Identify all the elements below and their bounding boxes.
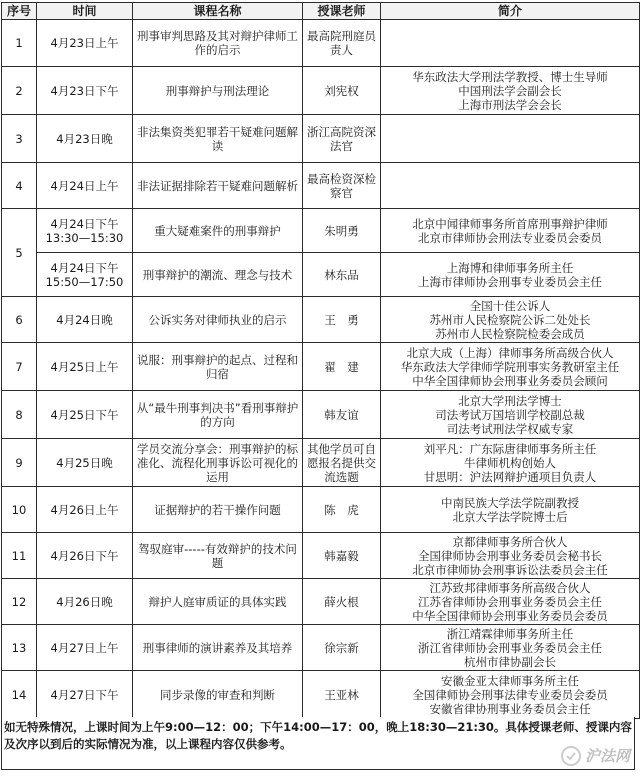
cell-no: 8 [2, 391, 37, 439]
intro-line: 全国律师协会刑事业务委员会秘书长 [418, 548, 602, 563]
cell-intro [381, 487, 640, 533]
cell-course [133, 533, 303, 579]
intro-line: 上海市律师协会刑事专业委员会主任 [418, 274, 602, 289]
intro-line: 全国律师协会刑事法律专业委员会委员 [412, 687, 608, 702]
time-line: 4月24日下午 [50, 260, 119, 275]
course-title: 重大疑难案件的刑事辩护 [154, 223, 281, 238]
cell-teacher [303, 487, 381, 533]
cell-teacher [303, 439, 381, 487]
cell-teacher [303, 209, 381, 253]
cell-course [133, 253, 303, 297]
cell-course [133, 67, 303, 115]
teacher-name: 翟 建 [324, 359, 359, 374]
table-row [2, 163, 640, 209]
cell-course [133, 20, 303, 67]
header-time: 时间 [37, 3, 133, 20]
cell-intro [381, 20, 640, 67]
table-row [2, 533, 640, 579]
time-line: 4月26日晚 [56, 594, 113, 609]
course-title: 刑事辩护与刑法理论 [165, 83, 270, 98]
table-body [2, 20, 640, 719]
course-title: 刑事审判思路及其对辩护律师工作的启示 [137, 29, 298, 57]
cell-intro [381, 625, 640, 671]
intro-line: 全国十佳公诉人 [469, 298, 551, 313]
intro-line: 牛律师机构创始人 [464, 455, 556, 470]
cell-teacher [303, 579, 381, 625]
table-row [2, 115, 640, 163]
intro-line: 甘思明：沪法网辩护通项目负责人 [423, 469, 597, 484]
cell-time [37, 115, 133, 163]
cell-no: 4 [2, 163, 37, 209]
table-row [2, 487, 640, 533]
cell-no: 1 [2, 20, 37, 67]
intro-line: 北京大学法学院博士后 [452, 509, 568, 524]
teacher-name: 刘宪权 [324, 83, 359, 98]
time-line: 4月26日上午 [50, 502, 119, 517]
intro-line: 司法考试万国培训学校副总裁 [435, 407, 585, 422]
teacher-name: 韩嘉毅 [324, 548, 359, 563]
cell-course [133, 297, 303, 343]
time-line: 4月25日晚 [56, 455, 113, 470]
time-line: 13:30—15:30 [45, 230, 124, 245]
cell-no: 7 [2, 343, 37, 391]
cell-intro [381, 253, 640, 297]
cell-teacher [303, 297, 381, 343]
cell-intro [381, 439, 640, 487]
cell-time [37, 391, 133, 439]
cell-time [37, 487, 133, 533]
table-row [2, 67, 640, 115]
intro-line: 杭州市律协副会长 [464, 654, 556, 669]
course-title: 说服：刑事辩护的起点、过程和归宿 [137, 352, 298, 381]
cell-time [37, 67, 133, 115]
time-line: 4月26日下午 [50, 548, 119, 563]
cell-teacher [303, 115, 381, 163]
cell-intro [381, 343, 640, 391]
intro-line: 中南民族大学法学院副教授 [441, 495, 579, 510]
teacher-name: 其他学员可自愿报名提供交流选题 [307, 441, 376, 484]
cell-teacher [303, 391, 381, 439]
intro-line: 江苏省律师协会刑事业务委员会主任 [418, 594, 602, 609]
intro-line: 浙江省律师协会刑事业务委员会主任 [418, 640, 602, 655]
cell-course [133, 439, 303, 487]
header-no: 序号 [2, 3, 37, 20]
cell-intro [381, 297, 640, 343]
cell-no: 9 [2, 439, 37, 487]
course-title: 证据辩护的若干操作问题 [154, 502, 281, 517]
time-line: 4月25日下午 [50, 407, 119, 422]
table-row [2, 209, 640, 253]
cell-no: 14 [2, 671, 37, 719]
cell-course [133, 579, 303, 625]
course-title: 驾驭庭审-----有效辩护的技术问题 [138, 541, 297, 570]
course-title: 刑事律师的演讲素养及其培养 [142, 640, 293, 655]
course-title: 公诉实务对律师执业的启示 [148, 312, 287, 327]
cell-time [37, 671, 133, 719]
cell-course [133, 163, 303, 209]
table-row [2, 253, 640, 297]
table-row [2, 439, 640, 487]
table-row [2, 625, 640, 671]
intro-line: 北京市律师协会刑事诉讼法委员会主任 [412, 562, 608, 577]
time-line: 15:50—17:50 [45, 274, 124, 289]
cell-time [37, 297, 133, 343]
cell-time [37, 439, 133, 487]
cell-time [37, 343, 133, 391]
table-row [2, 579, 640, 625]
cell-no: 6 [2, 297, 37, 343]
intro-line: 北京中闻律师事务所首席刑事辩护律师 [412, 216, 608, 231]
cell-time [37, 253, 133, 297]
cell-no: 5 [2, 209, 37, 297]
cell-teacher [303, 20, 381, 67]
course-title: 学员交流分享会：刑事辩护的标准化、流程化刑事诉讼可视化的运用 [137, 441, 298, 484]
cell-time [37, 533, 133, 579]
intro-line: 京都律师事务所合伙人 [452, 534, 568, 549]
cell-teacher [303, 253, 381, 297]
intro-line: 浙江靖霖律师事务所主任 [446, 626, 574, 641]
cell-intro [381, 391, 640, 439]
teacher-name: 薛火根 [324, 594, 359, 609]
course-title: 非法证据排除若干疑难问题解析 [137, 178, 298, 193]
intro-line: 北京大成（上海）律师事务所高级合伙人 [406, 345, 614, 360]
intro-line: 苏州市人民检察院检委会成员 [435, 326, 585, 341]
time-line: 4月27日下午 [50, 687, 119, 702]
course-schedule-table [1, 2, 640, 719]
cell-no: 10 [2, 487, 37, 533]
cell-teacher [303, 343, 381, 391]
cell-intro [381, 533, 640, 579]
cell-time [37, 163, 133, 209]
cell-course [133, 391, 303, 439]
watermark [561, 745, 630, 766]
table-row [2, 391, 640, 439]
intro-line: 安徽省律协刑事业务委员会主任 [429, 701, 591, 716]
time-line: 4月24日上午 [50, 178, 119, 193]
table-row [2, 671, 640, 719]
cell-time [37, 20, 133, 67]
cell-no: 11 [2, 533, 37, 579]
cell-course [133, 671, 303, 719]
cell-intro [381, 115, 640, 163]
cell-intro [381, 579, 640, 625]
teacher-name: 林东品 [324, 267, 359, 282]
teacher-name: 徐宗新 [324, 640, 359, 655]
course-title: 辩护人庭审质证的具体实践 [148, 594, 287, 609]
table-row [2, 20, 640, 67]
intro-line: 北京市律师协会刑法专业委员会委员 [418, 230, 602, 245]
teacher-name: 陈 虎 [324, 502, 359, 517]
course-title: 刑事辩护的潮流、理念与技术 [142, 267, 293, 282]
cell-course [133, 487, 303, 533]
header-teacher: 授课老师 [303, 3, 381, 20]
course-title: 同步录像的审查和判断 [160, 687, 275, 702]
intro-line: 上海市刑法学会会长 [458, 97, 562, 112]
teacher-name: 最高院刑庭员责人 [307, 29, 376, 57]
course-title: 非法集资类犯罪若干疑难问题解读 [137, 124, 298, 153]
watermark-text: 沪法网 [584, 747, 630, 765]
cell-no: 2 [2, 67, 37, 115]
watermark-logo-icon [561, 746, 581, 766]
time-line: 4月23日下午 [50, 83, 119, 98]
teacher-name: 朱明勇 [324, 223, 359, 238]
cell-course [133, 209, 303, 253]
teacher-name: 王亚林 [324, 687, 359, 702]
intro-line: 刘平凡：广东际唐律师事务所主任 [423, 441, 597, 456]
cell-intro [381, 671, 640, 719]
intro-line: 苏州市人民检察院公诉二处处长 [429, 312, 591, 327]
cell-teacher [303, 533, 381, 579]
cell-time [37, 625, 133, 671]
intro-line: 华东政法大学刑法学教授、博士生导师 [412, 69, 608, 84]
cell-intro [381, 209, 640, 253]
intro-line: 华东政法大学律师学院刑事实务教研室主任 [400, 359, 620, 374]
intro-line: 中华全国律师协会刑事业务委员会顾问 [412, 373, 608, 388]
time-line: 4月24日晚 [56, 312, 113, 327]
cell-intro [381, 67, 640, 115]
cell-no: 3 [2, 115, 37, 163]
header-course: 课程名称 [133, 3, 303, 20]
cell-no: 12 [2, 579, 37, 625]
cell-teacher [303, 163, 381, 209]
cell-no: 13 [2, 625, 37, 671]
intro-line: 江苏致邦律师事务所高级合伙人 [429, 580, 591, 595]
time-line: 4月27日上午 [50, 640, 119, 655]
intro-line: 司法考试刑法学权威专家 [446, 421, 574, 436]
time-line: 4月23日上午 [50, 36, 119, 50]
cell-teacher [303, 671, 381, 719]
teacher-name: 韩友谊 [324, 407, 359, 422]
time-line: 4月23日晚 [56, 131, 113, 146]
table-row [2, 297, 640, 343]
cell-teacher [303, 625, 381, 671]
cell-course [133, 343, 303, 391]
cell-time [37, 209, 133, 253]
intro-line: 中国刑法学会副会长 [458, 83, 562, 98]
intro-line: 上海博和律师事务所主任 [446, 260, 574, 275]
intro-line: 北京大学刑法学博士 [458, 393, 562, 408]
cell-intro [381, 163, 640, 209]
header-intro: 简介 [381, 3, 640, 20]
time-line: 4月24日下午 [50, 216, 119, 231]
intro-line: 中华全国律师协会刑事业务委员会委员 [412, 608, 608, 623]
schedule-note: 如无特殊情况，上课时间为上午9:00—12：00；下午14:00—17：00，晚上18:30—21:30。具体授课老师、授课内容及次序以到后的实际情况为准，以上课程内容仅供参考。 [1, 717, 635, 770]
teacher-name: 王 勇 [324, 312, 359, 327]
cell-course [133, 625, 303, 671]
table-row [2, 343, 640, 391]
table-header-row [2, 3, 640, 20]
intro-line: 安徽金亚太律师事务所主任 [441, 673, 579, 688]
course-title: 从“最牛刑事判决书”看刑事辩护的方向 [136, 400, 299, 429]
teacher-name: 最高检资深检察官 [307, 171, 376, 200]
time-line: 4月25日上午 [50, 359, 119, 374]
teacher-name: 浙江高院资深法官 [307, 124, 376, 153]
cell-course [133, 115, 303, 163]
cell-teacher [303, 67, 381, 115]
cell-time [37, 579, 133, 625]
